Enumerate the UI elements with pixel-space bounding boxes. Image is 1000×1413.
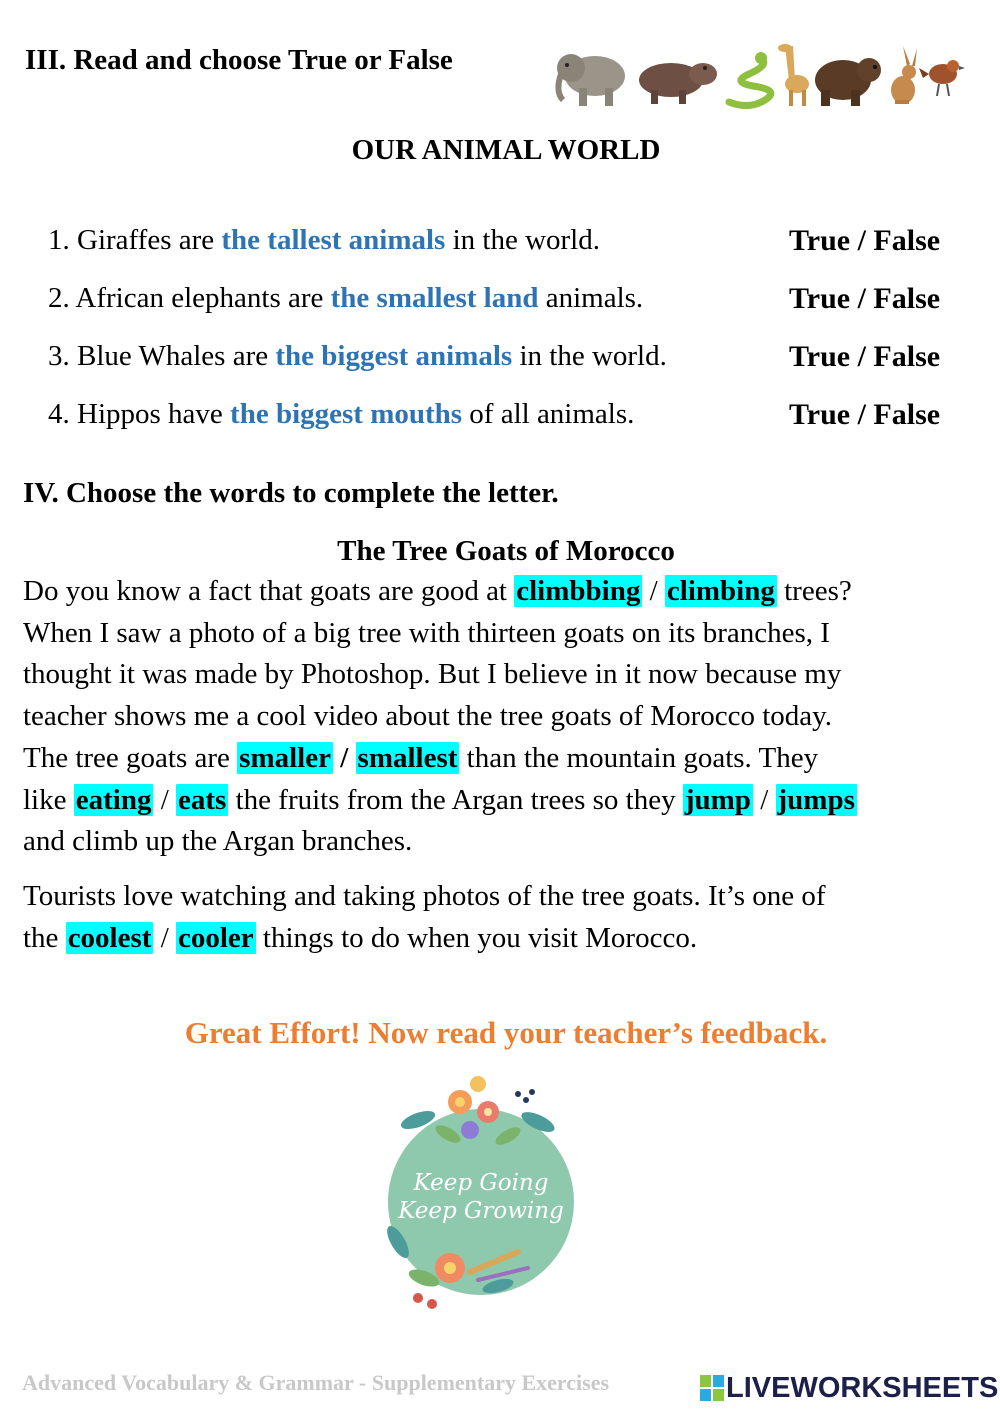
giraffe-icon: [778, 44, 809, 106]
paragraph-line: and climb up the Argan branches.: [23, 825, 413, 858]
section3-subtitle: OUR ANIMAL WORLD: [351, 134, 661, 166]
paragraph-line: Do you know a fact that goats are good at climbbing / climbing trees?: [23, 575, 852, 607]
choice-climbbing[interactable]: climbbing: [516, 575, 641, 607]
animal-strip: [553, 40, 965, 112]
bird-icon: [919, 60, 965, 96]
paragraph-line: teacher shows me a cool video about the tree goats of Morocco today.: [23, 700, 833, 733]
feedback-message: Great Effort! Now read your teacher’s feedback.: [184, 1015, 828, 1050]
paragraph-line: Tourists love watching and taking photos of the tree goats. It’s one of: [23, 880, 826, 912]
paragraph-line: like eating / eats the fruits from the Argan trees so they jump / jumps: [23, 783, 855, 816]
true-false-choice-4[interactable]: True / False: [789, 398, 941, 431]
paragraph-line: thought it was made by Photoshop. But I believe in it now because my: [23, 658, 842, 691]
choice-eating[interactable]: eating: [75, 783, 152, 816]
paragraph-line: When I saw a photo of a big tree with thirteen goats on its branches, I: [23, 616, 830, 649]
badge-line-1: Keep Going: [413, 1170, 549, 1196]
question-2: 2. African elephants are the smallest land animals.: [48, 282, 644, 314]
true-false-choice-3[interactable]: True / False: [789, 340, 941, 373]
question-4: 4. Hippos have the biggest mouths of all animals.: [48, 398, 635, 430]
keyword-highlight: the smallest land: [330, 282, 539, 314]
snake-icon: [729, 52, 771, 106]
keyword-highlight: the biggest animals: [275, 340, 513, 372]
keyword-highlight: the biggest mouths: [230, 398, 463, 430]
letter-paragraph-1: [23, 571, 983, 863]
footer-text: Advanced Vocabulary & Grammar - Supplementary Exercises: [22, 1370, 610, 1395]
choice-jump[interactable]: jump: [684, 783, 751, 816]
choice-climbing[interactable]: climbing: [666, 575, 775, 607]
liveworksheets-logo-icon: [700, 1375, 724, 1401]
brand-logo-text[interactable]: LIVEWORKSHEETS: [726, 1372, 999, 1404]
paragraph-line: the coolest / cooler things to do when you visit Morocco.: [23, 921, 698, 954]
choice-smallest[interactable]: smallest: [357, 741, 458, 774]
keyword-highlight: the tallest animals: [221, 224, 446, 256]
elephant-icon: [557, 54, 625, 106]
choice-smaller[interactable]: smaller: [239, 741, 331, 774]
choice-jumps[interactable]: jumps: [777, 783, 855, 816]
true-false-choice-2[interactable]: True / False: [789, 282, 941, 315]
hippo-icon: [639, 63, 717, 104]
section3-title: III. Read and choose True or False: [25, 44, 453, 76]
choice-coolest[interactable]: coolest: [67, 921, 152, 954]
section4-subtitle: The Tree Goats of Morocco: [337, 535, 675, 567]
hare-icon: [891, 46, 917, 104]
choice-eats[interactable]: eats: [178, 783, 227, 816]
keep-going-badge: [378, 1072, 584, 1312]
bear-icon: [815, 58, 881, 106]
true-false-choice-1[interactable]: True / False: [789, 224, 941, 257]
badge-line-2: Keep Growing: [398, 1198, 564, 1224]
question-1: 1. Giraffes are the tallest animals in the world.: [48, 224, 600, 256]
choice-cooler[interactable]: cooler: [178, 921, 254, 954]
question-3: 3. Blue Whales are the biggest animals in the world.: [48, 340, 667, 372]
section4-title: IV. Choose the words to complete the letter.: [23, 477, 559, 509]
letter-paragraph-2: [23, 876, 983, 959]
paragraph-line: The tree goats are smaller / smallest than the mountain goats. They: [23, 741, 819, 774]
